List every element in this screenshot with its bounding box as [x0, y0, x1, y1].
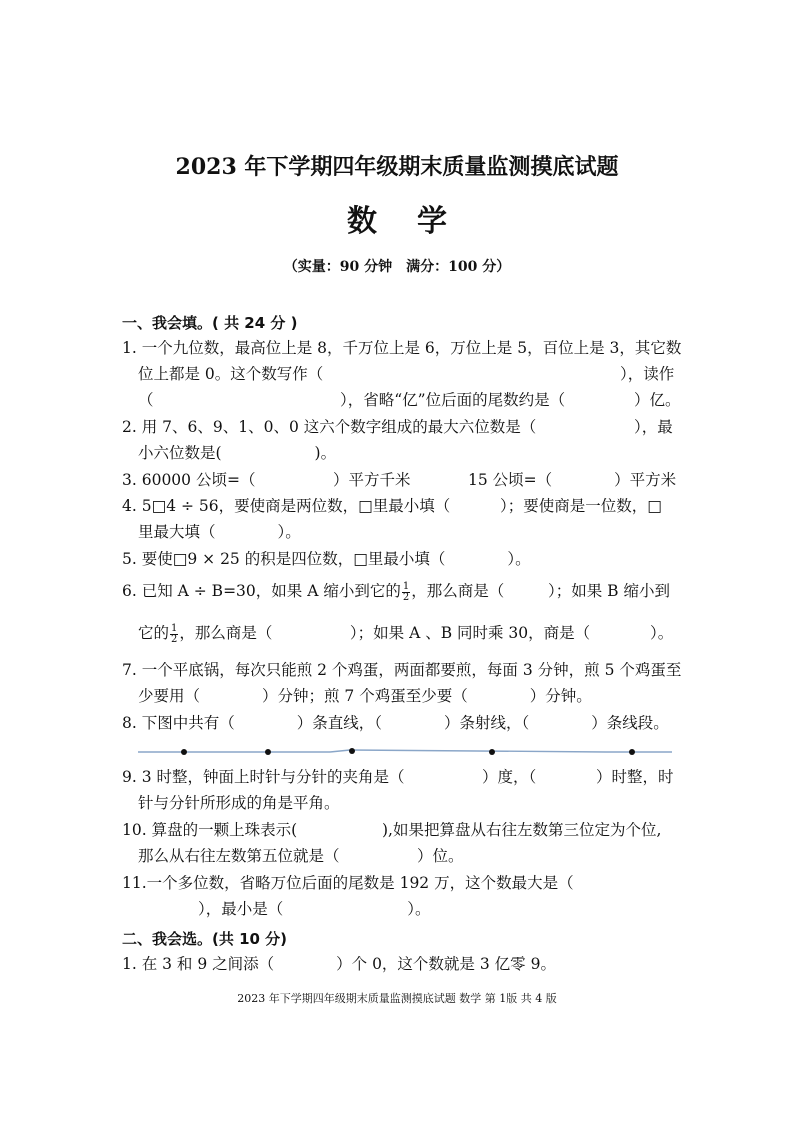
q3-part-2: 15 公顷=（ ）平方米: [468, 471, 677, 489]
q4-line-2: 里最大填（ ）。: [138, 523, 301, 541]
q10-line-1a: 10. 算盘的一颗上珠表示(: [122, 821, 298, 839]
q6-line-1b: ，那么商是（: [411, 582, 505, 600]
figure-point-2: [265, 749, 271, 755]
q6-line-1a: 6. 已知 A ÷ B=30，如果 A 缩小到它的: [122, 582, 401, 600]
q2-line-1a: 2. 用 7、6、9、1、0、0 这六个数字组成的最大六位数是（: [122, 418, 537, 436]
q2-line-2: 小六位数是( )。: [138, 444, 337, 462]
q8-line-1: 8. 下图中共有（ ）条直线，（ ）条射线，（ ）条线段。: [122, 714, 669, 732]
q9-line-2: 针与分针所形成的角是平角。: [138, 794, 340, 812]
q7-line-2: 少要用（ ）分钟；煎 7 个鸡蛋至少要（ ）分钟。: [138, 687, 592, 705]
section-2-heading: 二、我会选。(共 10 分): [122, 930, 288, 948]
exam-title: 2023 年下学期四年级期末质量监测摸底试题: [175, 154, 619, 180]
subject-char-2: 学: [417, 204, 447, 239]
page-footer: 2023 年下学期四年级期末质量监测摸底试题 数学 第 1版 共 4 版: [237, 992, 557, 1005]
section-1-heading: 一、我会填。( 共 24 分 ): [122, 314, 298, 332]
figure-line-join: [330, 750, 350, 752]
exam-info: （实量：90 分钟 满分：100 分）: [283, 259, 511, 275]
figure-line-middle: [350, 750, 606, 752]
q5-line-1: 5. 要使□9 × 25 的积是四位数，□里最小填（ ）。: [122, 550, 531, 568]
subject-char-1: 数: [347, 204, 377, 239]
fraction-one-half: $\frac{1}{2}$: [402, 580, 410, 603]
q1-line-3b: ），省略“亿”位后面的尾数约是（: [340, 391, 566, 409]
q4-line-1b: ）；要使商是一位数，□: [500, 497, 662, 515]
figure-point-1: [181, 749, 187, 755]
s2-q1-line-1: 1. 在 3 和 9 之间添（ ）个 0，这个数就是 3 亿零 9。: [122, 955, 556, 973]
q4-line-1a: 4. 5□4 ÷ 56，要使商是两位数，□里最小填（: [122, 497, 451, 515]
q9-line-1a: 9. 3 时整，钟面上时针与分针的夹角是（: [122, 768, 405, 786]
q6-line-1c: ）；如果 B 缩小到: [548, 582, 670, 600]
fraction-one-half-2: $\frac{1}{2}$: [171, 622, 178, 645]
q9-line-1b: ）度，（: [482, 768, 537, 786]
q9-line-1c: ）时整，时: [596, 768, 674, 786]
figure-point-4: [489, 749, 495, 755]
q7-line-1: 7. 一个平底锅，每次只能煎 2 个鸡蛋，两面都要煎，每面 3 分钟，煎 5 个鸡蛋至: [122, 661, 682, 679]
q6-line-2b: ，那么商是（ ）；如果 A 、B 同时乘 30，商是（: [179, 624, 591, 642]
q1-line-3a: （: [138, 391, 154, 409]
figure-point-3: [349, 748, 355, 754]
q1-line-3c: ）亿。: [634, 391, 681, 409]
q1-line-2b: ），读作: [620, 365, 675, 383]
q11-line-1: 11.一个多位数，省略万位后面的尾数是 192 万，这个数最大是（: [122, 874, 574, 892]
figure-point-5: [629, 749, 635, 755]
q1-line-1: 1. 一个九位数，最高位上是 8，千万位上是 6，万位上是 5，百位上是 3，其它数: [122, 339, 682, 357]
q10-line-2: 那么从右往左数第五位就是（ ）位。: [138, 847, 464, 865]
q11-line-2: ），最小是（ ）。: [198, 900, 431, 918]
q1-line-2a: 位上都是 0。这个数写作（: [138, 365, 324, 383]
q6-line-2a: 它的: [138, 624, 170, 642]
q3-part-1: 3. 60000 公顷=（ ）平方千米: [122, 471, 411, 489]
q6-line-2c: ）。: [650, 624, 674, 642]
q10-line-1b: ),如果把算盘从右往左数第三位定为个位,: [382, 821, 662, 839]
q2-line-1b: ），最: [634, 418, 673, 436]
